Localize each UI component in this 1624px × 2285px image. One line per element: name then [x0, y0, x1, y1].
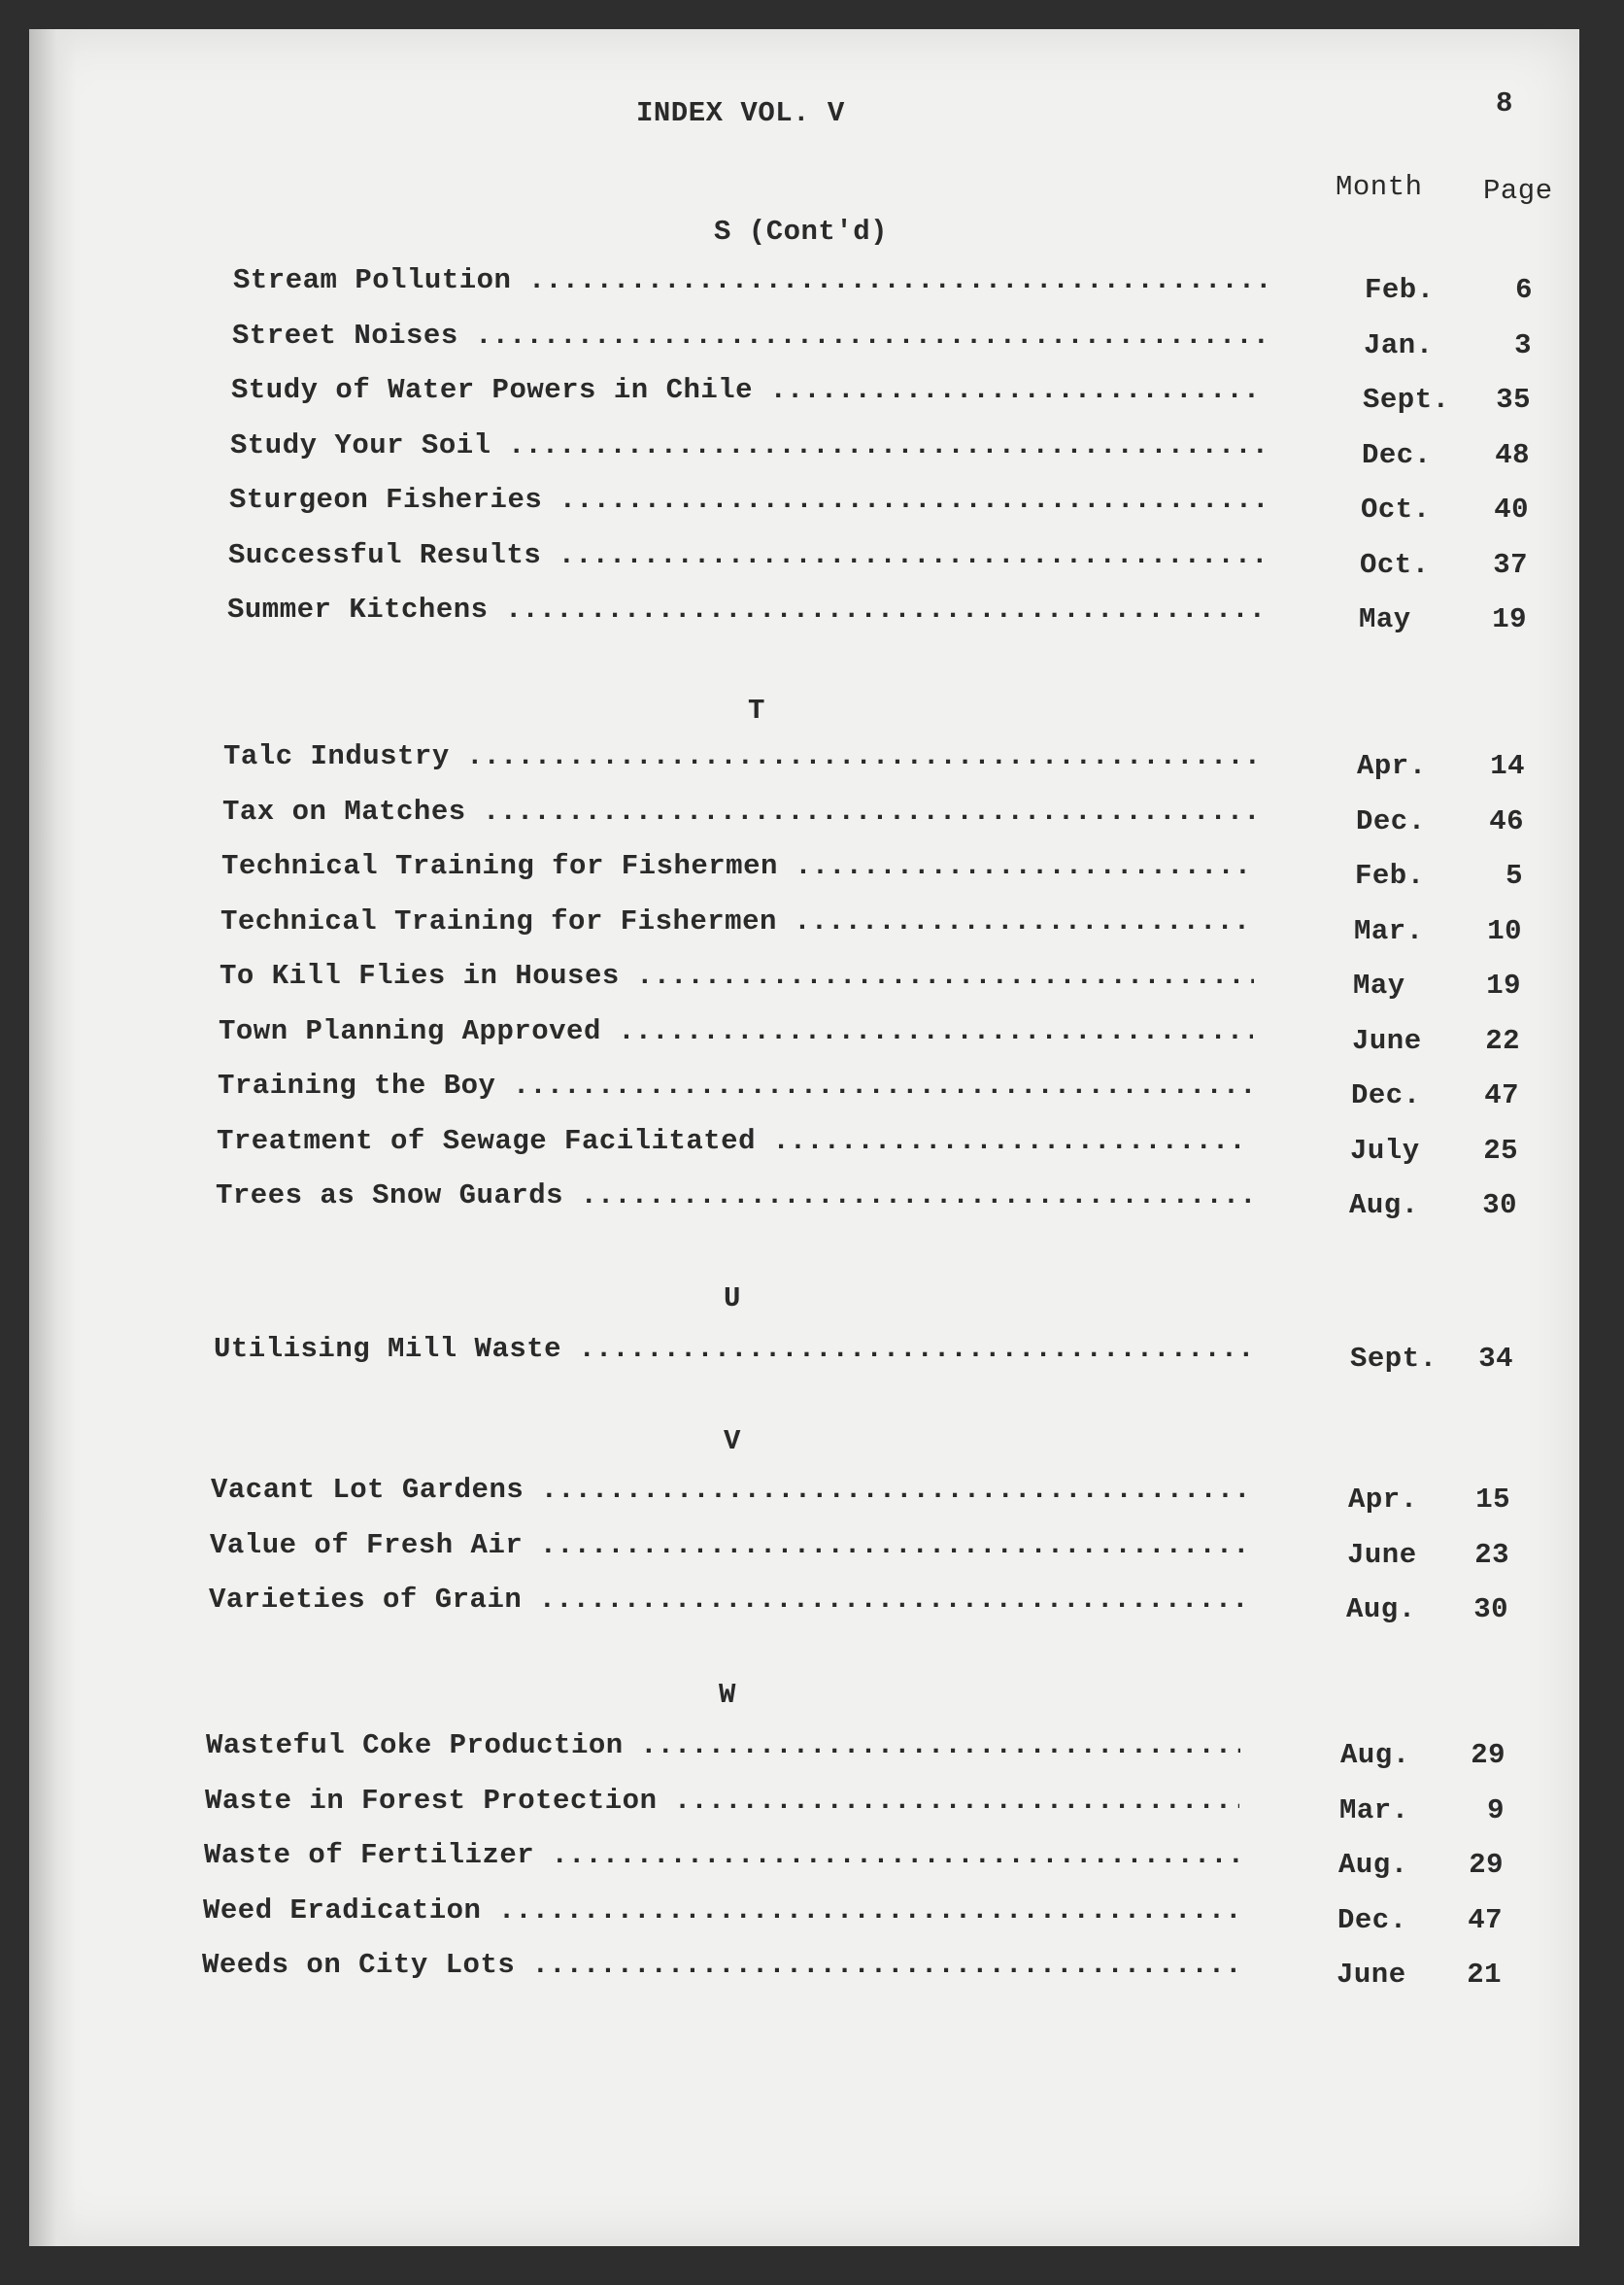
entry-title: Waste of Fertilizer .....: [204, 1839, 1238, 1871]
index-entry-row: [0, 1785, 1624, 1824]
entry-title: Treatment of Sewage Facilitated .....: [217, 1125, 1251, 1157]
entry-month: Mar.: [1339, 1793, 1409, 1826]
entry-page-number: 21: [1467, 1959, 1502, 1991]
index-entry-row: [0, 538, 1624, 581]
entry-page-number: 35: [1496, 384, 1531, 416]
entry-page-number: 47: [1468, 1903, 1503, 1936]
entry-page-number: 25: [1483, 1134, 1518, 1167]
entry-title: Town Planning Approved .....: [219, 1015, 1253, 1047]
entry-page-number: 5: [1506, 860, 1523, 892]
index-entry-row: [0, 1124, 1624, 1167]
entry-month: Aug.: [1346, 1593, 1416, 1625]
entry-month: Feb.: [1355, 860, 1425, 892]
entry-page-number: 30: [1473, 1593, 1508, 1625]
entry-month: Apr.: [1348, 1484, 1418, 1516]
entry-month: Dec.: [1351, 1079, 1421, 1111]
entry-month: Sept.: [1350, 1343, 1438, 1375]
index-entry-row: [0, 264, 1624, 306]
entry-month: June: [1336, 1959, 1406, 1991]
entry-title: Tax on Matches .....: [222, 796, 1257, 828]
index-entry-row: [0, 1014, 1624, 1057]
entry-title: Summer Kitchens .....: [227, 594, 1262, 626]
entry-month: July: [1350, 1134, 1420, 1167]
entry-page-number: 3: [1514, 328, 1532, 361]
entry-page-number: 19: [1486, 970, 1521, 1002]
entry-month: June: [1352, 1024, 1422, 1057]
entry-month: Mar.: [1354, 914, 1424, 947]
entry-title: Weed Eradication .....: [203, 1894, 1237, 1927]
entry-page-number: 30: [1482, 1189, 1517, 1221]
entry-page-number: 29: [1469, 1849, 1504, 1881]
entry-title: Study Your Soil .....: [230, 429, 1265, 461]
page-number: 8: [1496, 87, 1513, 119]
entry-page-number: 6: [1515, 274, 1533, 306]
entry-title: Weeds on City Lots .....: [202, 1949, 1236, 1981]
index-entry-row: [0, 1839, 1624, 1881]
entry-page-number: 9: [1487, 1793, 1505, 1826]
entry-page-number: 14: [1490, 750, 1525, 782]
entry-page-number: 47: [1484, 1079, 1519, 1111]
section-heading: T: [748, 695, 765, 727]
entry-page-number: 15: [1475, 1484, 1510, 1516]
index-entry-row: [0, 594, 1624, 635]
entry-title: Successful Results .....: [228, 539, 1263, 571]
column-header-month: Month: [1336, 171, 1423, 203]
entry-title: Training the Boy .....: [218, 1070, 1252, 1102]
index-entry-row: [0, 484, 1624, 526]
entry-title: Stream Pollution .....: [233, 264, 1268, 296]
entry-page-number: 10: [1487, 914, 1522, 947]
index-title: INDEX VOL. V: [636, 97, 845, 129]
entry-title: Waste in Forest Protection .....: [205, 1785, 1239, 1817]
section-heading: S (Cont'd): [714, 216, 889, 248]
index-entry-row: [0, 1729, 1624, 1771]
entry-month: May: [1353, 970, 1405, 1002]
entry-title: Trees as Snow Guards .....: [216, 1179, 1250, 1211]
entry-page-number: 34: [1478, 1343, 1513, 1375]
section-heading: V: [724, 1425, 741, 1457]
entry-month: Jan.: [1364, 328, 1434, 361]
index-entry-row: [0, 796, 1624, 835]
entry-page-number: 48: [1495, 438, 1530, 471]
entry-title: Sturgeon Fisheries .....: [229, 484, 1264, 516]
entry-month: Aug.: [1349, 1189, 1419, 1221]
index-entry-row: [0, 1070, 1624, 1111]
index-entry-row: [0, 428, 1624, 471]
entry-title: To Kill Flies in Houses .....: [220, 960, 1254, 992]
entry-title: Varieties of Grain .....: [209, 1584, 1243, 1616]
entry-month: June: [1347, 1538, 1417, 1571]
entry-month: Sept.: [1363, 384, 1450, 416]
index-entry-row: [0, 319, 1624, 361]
entry-month: Dec.: [1337, 1903, 1407, 1936]
section-heading: W: [719, 1679, 736, 1711]
entry-page-number: 40: [1494, 494, 1529, 526]
index-entry-row: [0, 850, 1624, 892]
entry-title: Vacant Lot Gardens .....: [211, 1474, 1245, 1506]
index-entry-row: [0, 1949, 1624, 1991]
index-entry-row: [0, 1179, 1624, 1221]
entry-page-number: 23: [1474, 1538, 1509, 1571]
index-entry-row: [0, 1893, 1624, 1936]
entry-month: May: [1359, 603, 1411, 635]
column-header-page: Page: [1483, 175, 1553, 207]
section-heading: U: [724, 1282, 741, 1314]
index-entry-row: [0, 740, 1624, 782]
entry-month: Dec.: [1356, 804, 1426, 837]
entry-title: Street Noises .....: [232, 320, 1267, 352]
entry-month: Dec.: [1362, 438, 1432, 471]
entry-page-number: 46: [1489, 804, 1524, 837]
entry-title: Study of Water Powers in Chile .....: [231, 374, 1266, 406]
entry-month: Oct.: [1361, 494, 1431, 526]
entry-month: Oct.: [1360, 548, 1430, 581]
index-entry-row: [0, 960, 1624, 1002]
entry-title: Talc Industry .....: [223, 740, 1258, 772]
entry-month: Aug.: [1340, 1739, 1410, 1771]
index-entry-row: [0, 374, 1624, 416]
entry-title: Utilising Mill Waste .....: [214, 1333, 1248, 1365]
entry-month: Aug.: [1338, 1849, 1408, 1881]
index-entry-row: [0, 1474, 1624, 1516]
entry-page-number: 19: [1492, 603, 1527, 635]
entry-page-number: 22: [1485, 1024, 1520, 1057]
index-entry-row: [0, 1584, 1624, 1625]
entry-title: Technical Training for Fishermen .....: [221, 850, 1256, 882]
index-entry-row: [0, 904, 1624, 947]
entry-title: Value of Fresh Air .....: [210, 1529, 1244, 1561]
entry-page-number: 29: [1471, 1739, 1506, 1771]
entry-month: Apr.: [1357, 750, 1427, 782]
index-entry-row: [0, 1528, 1624, 1571]
entry-page-number: 37: [1493, 548, 1528, 581]
entry-month: Feb.: [1365, 274, 1435, 306]
index-entry-row: [0, 1333, 1624, 1375]
entry-title: Technical Training for Fishermen .....: [220, 905, 1255, 938]
entry-title: Wasteful Coke Production .....: [206, 1729, 1240, 1761]
